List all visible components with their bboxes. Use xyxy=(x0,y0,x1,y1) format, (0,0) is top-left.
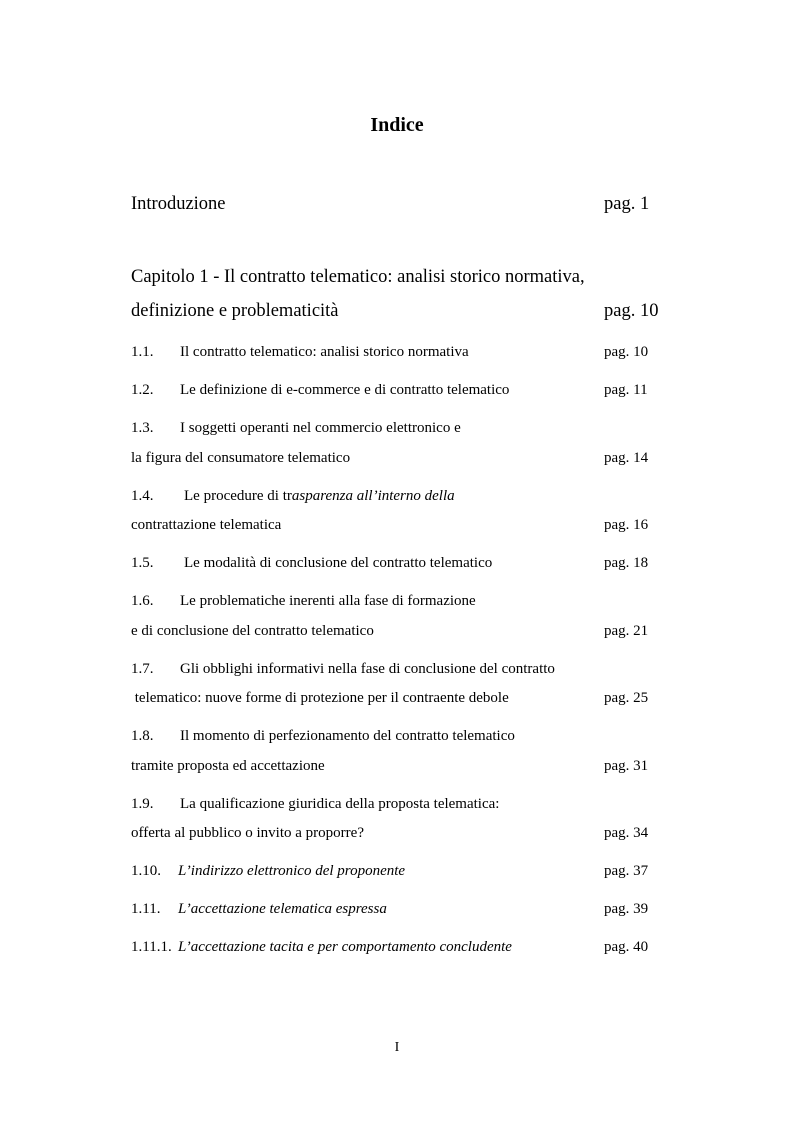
toc-section-page: pag. 39 xyxy=(604,901,649,917)
toc-section-title: L’accettazione tacita e per comportamento concludente xyxy=(178,939,512,955)
toc-intro-page: pag. 1 xyxy=(604,194,650,214)
toc-section-title: L’accettazione telematica espressa xyxy=(178,901,387,917)
toc-section-number: 1.9. xyxy=(131,796,154,812)
toc-intro-label: Introduzione xyxy=(131,194,226,214)
toc-section-page: pag. 10 xyxy=(604,344,649,360)
toc-section-title: La qualificazione giuridica della proposta telematica: xyxy=(180,796,500,812)
toc-section-page: pag. 40 xyxy=(604,939,649,955)
toc-section-page: pag. 11 xyxy=(604,382,648,398)
toc-section-title: Le definizione di e-commerce e di contratto telematico xyxy=(180,382,510,398)
toc-section-continuation: contrattazione telematica xyxy=(131,517,282,533)
toc-section-title xyxy=(184,488,455,505)
toc-section-title-italic: asparenza all’interno della xyxy=(291,488,455,504)
toc-section-number: 1.10. xyxy=(131,863,161,879)
toc-section-page: pag. 37 xyxy=(604,863,649,879)
toc-chapter1-page: pag. 10 xyxy=(604,301,659,321)
toc-section-title: I soggetti operanti nel commercio elettronico e xyxy=(180,420,461,436)
toc-section-number: 1.11.1. xyxy=(131,939,172,955)
toc-section-continuation: telematico: nuove forme di protezione per il contraente debole xyxy=(131,690,509,706)
toc-chapter1-line1: Capitolo 1 - Il contratto telematico: analisi storico normativa, xyxy=(131,267,585,287)
toc-section-page: pag. 25 xyxy=(604,690,649,706)
toc-section-number: 1.1. xyxy=(131,344,154,360)
toc-section-continuation: offerta al pubblico o invito a proporre? xyxy=(131,825,364,841)
toc-section-title: L’indirizzo elettronico del proponente xyxy=(178,863,406,879)
toc-section-title-plain: Le procedure di tr xyxy=(184,488,292,504)
toc-section-number: 1.11. xyxy=(131,901,161,917)
toc-section-page: pag. 21 xyxy=(604,623,649,639)
toc-section-page: pag. 34 xyxy=(604,825,649,841)
toc-section-page: pag. 14 xyxy=(604,450,649,466)
toc-section-continuation: tramite proposta ed accettazione xyxy=(131,758,325,774)
footer-page-number: I xyxy=(394,1040,400,1055)
toc-chapter1-line2: definizione e problematicità xyxy=(131,301,339,321)
toc-section-number: 1.3. xyxy=(131,420,154,436)
toc-section-continuation: e di conclusione del contratto telematico xyxy=(131,623,374,639)
toc-section-title: Le modalità di conclusione del contratto telematico xyxy=(184,555,493,571)
toc-section-number: 1.5. xyxy=(131,555,154,571)
toc-section-title: Il contratto telematico: analisi storico normativa xyxy=(180,344,469,360)
toc-section-title: Le problematiche inerenti alla fase di formazione xyxy=(180,593,476,609)
toc-section-title: Gli obblighi informativi nella fase di conclusione del contratto xyxy=(180,661,555,677)
toc-section-page: pag. 18 xyxy=(604,555,649,571)
toc-section-number: 1.8. xyxy=(131,728,154,744)
toc-section-number: 1.2. xyxy=(131,382,154,398)
toc-section-number: 1.4. xyxy=(131,488,154,504)
toc-section-continuation: la figura del consumatore telematico xyxy=(131,450,351,466)
toc-section-number: 1.7. xyxy=(131,661,154,677)
toc-section-title: Il momento di perfezionamento del contratto telematico xyxy=(180,728,515,744)
toc-section-page: pag. 31 xyxy=(604,758,649,774)
toc-section-page: pag. 16 xyxy=(604,517,649,533)
page-title: Indice xyxy=(370,114,424,136)
toc-section-number: 1.6. xyxy=(131,593,154,609)
